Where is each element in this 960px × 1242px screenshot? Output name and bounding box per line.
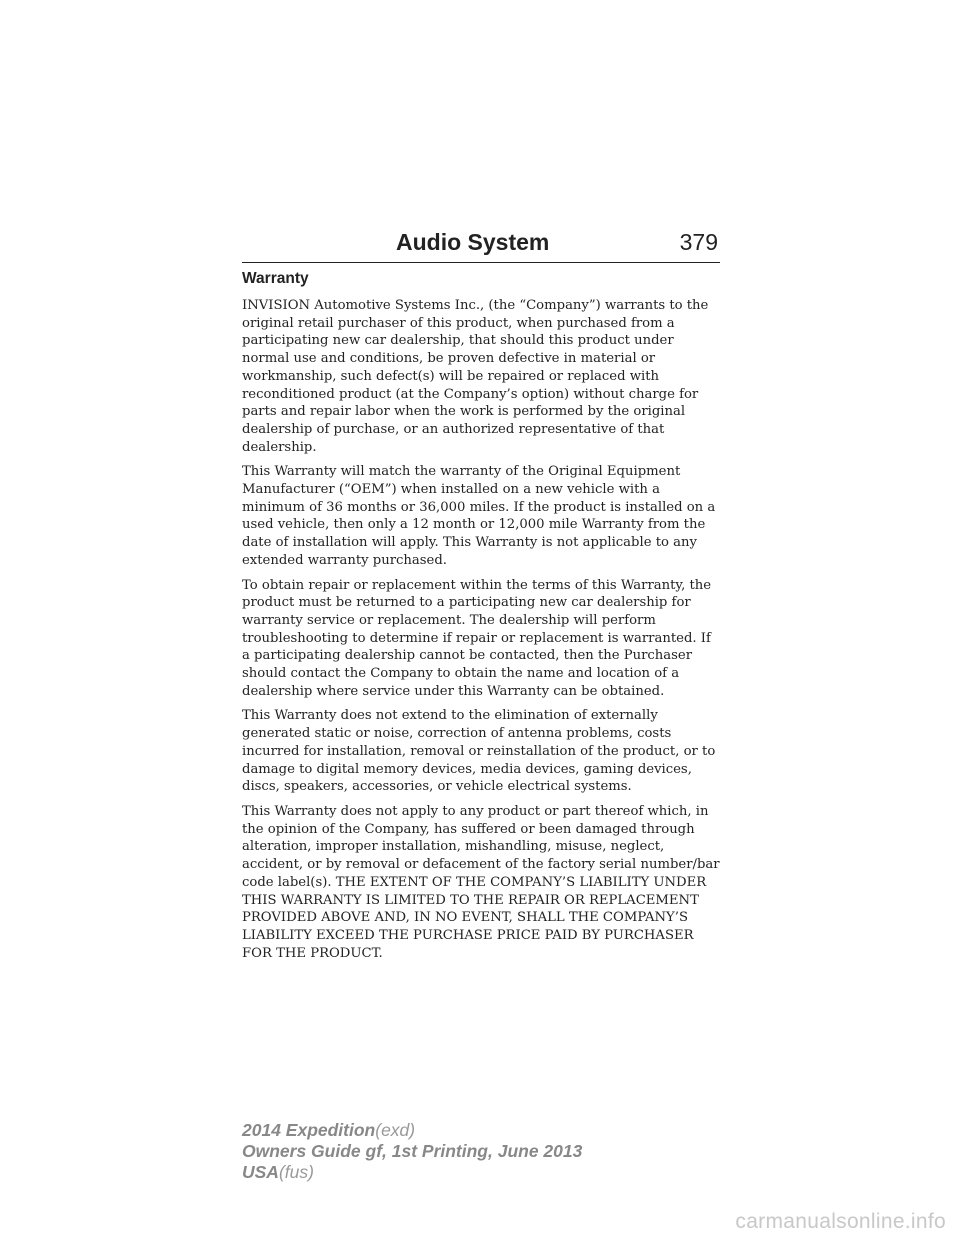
footer-region: USA xyxy=(242,1162,279,1182)
section-title: Audio System xyxy=(396,229,550,255)
footer-line-model xyxy=(242,1120,582,1141)
paragraph-5: This Warranty does not apply to any product or part thereof which, in the opinion of the Company, has suffered or been damaged through alteration, improper installation, mishandling, misuse, neglect, accident, or by removal or defacement of the factory serial number/bar code label(s). THE EXTENT OF THE COMPANY’S LIABILITY UNDER THIS WARRANTY IS LIMITED TO THE REPAIR OR REPLACEMENT PROVIDED ABOVE AND, IN NO EVENT, SHALL THE COMPANY’S LIABILITY EXCEED THE PURCHASE PRICE PAID BY PURCHASER FOR THE PRODUCT. xyxy=(242,803,720,961)
footer-region-code: (fus) xyxy=(278,1162,314,1182)
paragraph-3: To obtain repair or replacement within the terms of this Warranty, the product must be returned to a participating new car dealership for warranty service or replacement. The dealership will perform troubleshooting to determine if repair or replacement is warranted. If a participating dealership cannot be contacted, then the Purchaser should contact the Company to obtain the name and location of a dealership where service under this Warranty can be obtained. xyxy=(242,577,712,699)
page-header xyxy=(242,226,720,263)
paragraph-1: INVISION Automotive Systems Inc., (the “Company”) warrants to the original retail purchaser of this product, when purchased from a participating new car dealership, that should this product under normal use and conditions, be proven defective in material or workmanship, such defect(s) will be repaired or replaced with reconditioned product (at the Company’s option) without charge for parts and repair labor when the work is performed by the original dealership of purchase, or an authorized representative of that dealership. xyxy=(242,298,709,455)
footer-model: 2014 Expedition xyxy=(242,1120,376,1140)
footer-line-region xyxy=(242,1162,582,1183)
page-content xyxy=(242,269,720,969)
footer-model-code: (exd) xyxy=(375,1120,416,1140)
site-watermark: carmanualsonline.info xyxy=(735,1210,946,1233)
warranty-heading: Warranty xyxy=(242,270,309,287)
footer-printing: Owners Guide gf, 1st Printing, June 2013 xyxy=(242,1141,583,1161)
footer-line-printing xyxy=(242,1141,582,1162)
page-number: 379 xyxy=(679,229,718,255)
paragraph-4: This Warranty does not extend to the elimination of externally generated static or noise, correction of antenna problems, costs incurred for installation, removal or reinstallation of the product, or to damage to digital memory devices, media devices, gaming devices, discs, speakers, accessories, or vehicle electrical systems. xyxy=(242,708,716,795)
print-info-footer xyxy=(242,1120,582,1183)
paragraph-2: This Warranty will match the warranty of the Original Equipment Manufacturer (“OEM”) when installed on a new vehicle with a minimum of 36 months or 36,000 miles. If the product is installed on a used vehicle, then only a 12 month or 12,000 mile Warranty from the date of installation will apply. This Warranty is not applicable to any extended warranty purchased. xyxy=(242,464,716,568)
